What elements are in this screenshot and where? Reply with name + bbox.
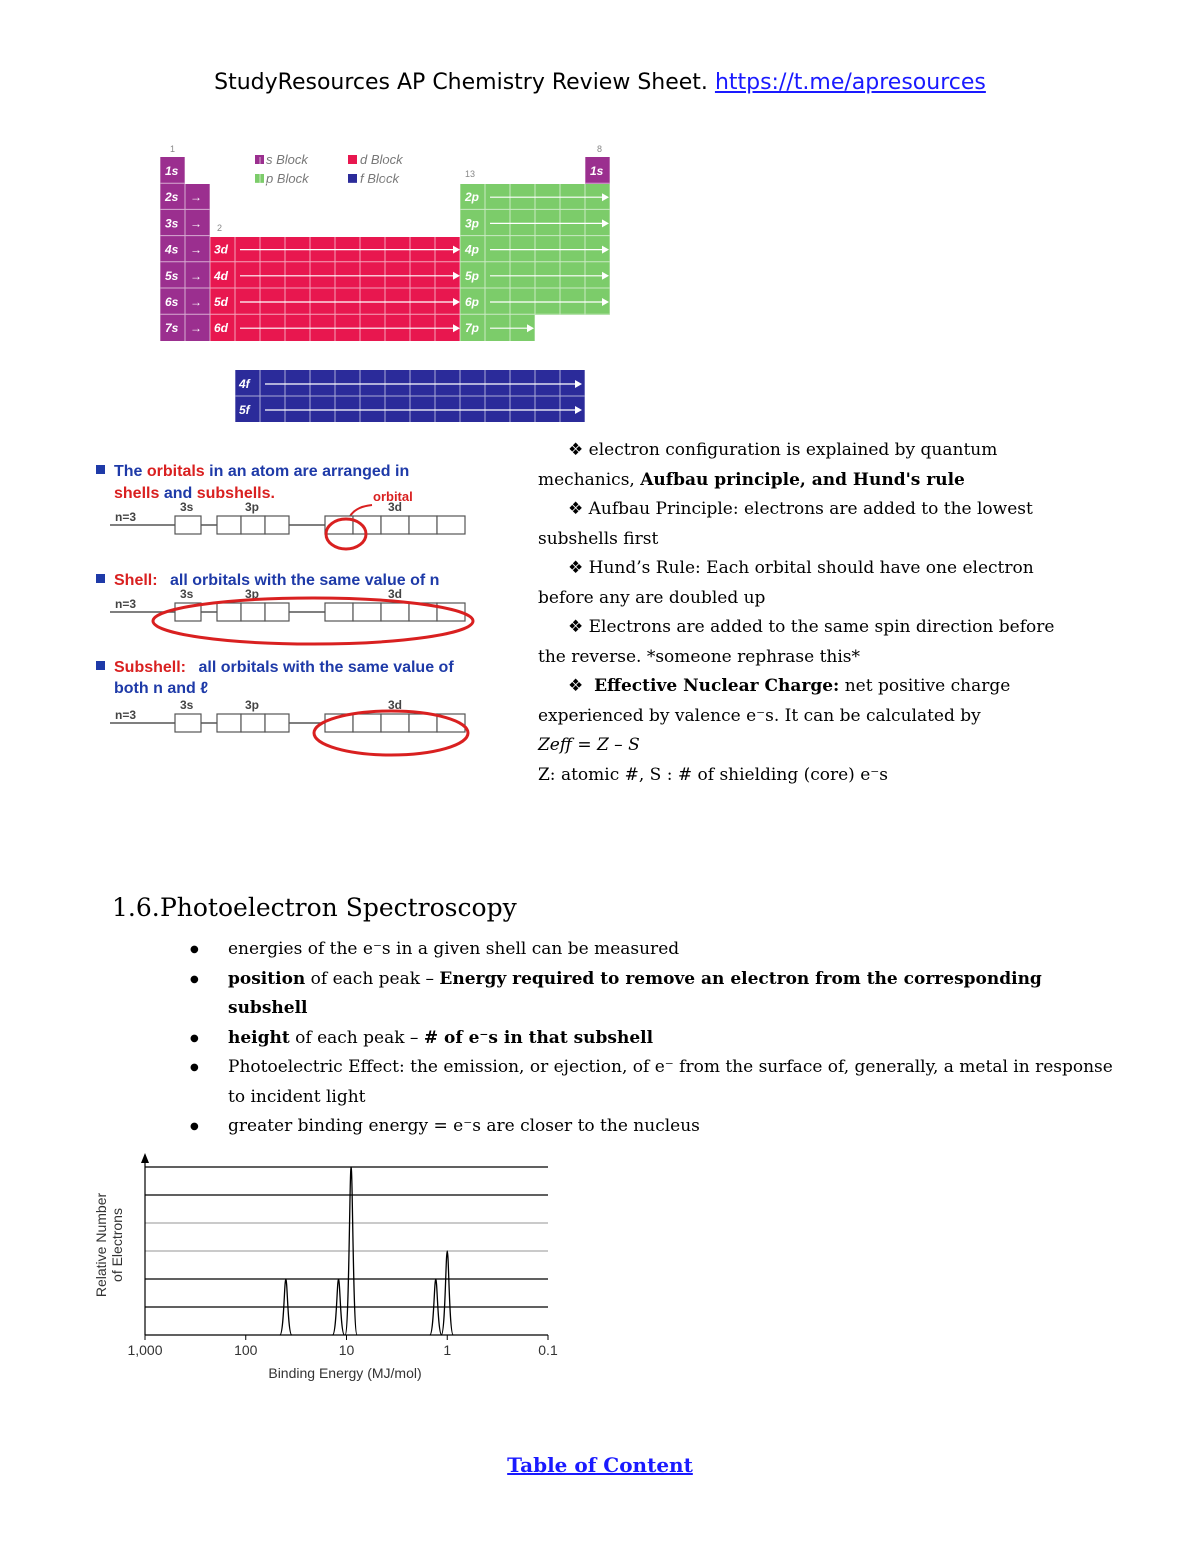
subshell-label: 3p [245,698,260,712]
p-orbital-label: 4p [465,242,480,257]
pes-bullet-list [190,935,1120,1142]
x-axis-label: Binding Energy (MJ/mol) [268,1365,422,1381]
legend-d-block: d Block [360,152,403,167]
intro-mid: in an atom are arranged in [209,463,410,480]
section-number: 1.6. [112,893,160,922]
subshell-desc-1: all orbitals with the same value of [198,659,454,676]
p-orbital-label: 2p [465,190,480,205]
svg-text:Subshell: all orbitals w [114,659,454,676]
subshell-label: 3s [180,698,194,712]
s-orbital-label: 6s [165,295,179,309]
x-tick-label: 10 [338,1342,355,1358]
orbital-box [241,516,265,534]
he-orbital-label: 1s [590,164,604,178]
legend-s-block: s Block [266,152,308,167]
svg-text:The orbitals in an [114,463,409,480]
s-orbital-label: 5s [165,268,179,283]
table-of-content-link[interactable]: Table of Content [507,1453,693,1477]
arrow-icon: → [190,216,202,231]
page-header [0,70,1200,95]
bullet-zeff-line2: experienced by valence e⁻s. It can be calculated by [538,705,981,726]
config-bold: Aufbau principle, and Hund's rule [640,469,965,490]
intro-lead: The [114,463,143,480]
f-block-swatch [348,174,357,183]
bullet-spin-line1: ❖ Electrons are added to the same spin direction before [568,617,1055,637]
header-title: StudyResources AP Chemistry Review Sheet. [214,70,708,95]
subshell-label: 3s [180,587,194,601]
p-orbital-label: 5p [465,268,480,283]
intro-and: and [163,485,193,502]
position-bold: position [228,968,306,989]
orbital-box [241,603,265,621]
orbital-box [265,603,289,621]
x-tick-label: 0.1 [538,1342,558,1358]
subshell-desc-2: both n and ℓ [114,680,209,697]
n-label: n=3 [115,510,137,524]
bullet-square [96,574,105,583]
subshell-label: 3d [388,698,403,712]
legend-f-block: f Block [360,171,400,186]
orbital-box [381,603,409,621]
arrow-icon: → [190,268,202,283]
p-orbital-label: 3p [465,216,480,231]
y-axis-arrow [141,1153,149,1163]
s-orbital-label: 7s [165,321,179,336]
f-orbital-label: 4f [239,377,250,391]
pes-peak [441,1251,453,1335]
orbital-box [217,516,241,534]
position-mid: of each peak – [310,968,434,989]
config-lead: mechanics, [538,469,635,490]
p-orbital-label: 7p [465,321,480,336]
s-orbital-label: 3s [165,216,179,231]
arrow-icon: → [190,242,202,257]
subshell-label: 3s [180,500,194,514]
orbital-box [265,714,289,732]
header-link[interactable]: https://t.me/apresources [714,70,986,95]
x-tick-label: 1,000 [127,1342,163,1358]
f-orbital-label: 5f [239,403,250,417]
orbital-box [353,714,381,732]
orbital-box [217,603,241,621]
section-heading [112,893,517,922]
group-13-label: 13 [465,169,476,179]
d-block-swatch [348,155,357,164]
intro-shells: shells [114,485,160,502]
height-bold: height [228,1027,290,1048]
s-orbital-label: 4s [165,242,179,257]
orbital-box [381,516,409,534]
orbital-box [265,516,289,534]
bullet-config-line1: ❖ electron configuration is explained by quantum [568,440,998,460]
orbital-diagram [90,455,530,765]
orbital-label: orbital [373,489,413,504]
list-item: ● Photoelectric Effect: the emission, or ejection, of e⁻ from the surface of, generally, a metal in response to incident light [190,1053,1120,1112]
n-label: n=3 [115,708,137,722]
subshell-title: Subshell: [114,659,187,676]
shell-title: Shell: [114,572,158,589]
orbital-box [353,603,381,621]
bullet-aufbau-line2: subshells first [538,528,659,549]
arrow-icon: → [190,321,202,336]
d-orbital-label: 6d [214,321,229,336]
height-mid: of each peak – [295,1027,419,1048]
d-orbital-label: 5d [214,295,229,309]
group-1-label: 1 [170,144,176,154]
orbital-box [437,516,465,534]
s-orbital-label: 1s [165,164,179,178]
subshell-label: 3d [388,587,403,601]
bullet-hund-line1: ❖ Hund’s Rule: Each orbital should have one electron [568,558,1034,578]
x-tick-label: 100 [234,1342,258,1358]
n-label: n=3 [115,597,137,611]
x-tick-label: 1 [443,1342,452,1358]
bullet-zeff-line1 [538,672,1118,702]
periodic-table-diagram [155,140,625,430]
bullet-spin-line2: the reverse. *someone rephrase this* [538,646,861,667]
height-desc: # of e⁻s in that subshell [423,1027,654,1048]
zeff-legend: Z: atomic #, S : # of shielding (core) e⁻s [538,764,888,785]
orbital-box [409,714,437,732]
list-item [190,1024,1120,1054]
subshell-label: 3p [245,500,260,514]
y-axis-label-1: Relative Number [93,1192,109,1298]
orbital-box [325,603,353,621]
s-block-col2 [185,184,210,341]
zeff-desc: net positive charge [844,676,1011,696]
shell-desc: all orbitals with the same value of n [170,572,440,589]
page-footer [0,1453,1200,1477]
zeff-bold: Effective Nuclear Charge: [594,676,840,696]
orbital-box [175,516,201,534]
d-orbital-label: 4d [214,268,229,283]
bullet-config-line2 [538,466,1118,496]
bullet-hund-line2: before any are doubled up [538,587,766,608]
legend-p-block: p Block [266,171,309,186]
list-item: ● energies of the e⁻s in a given shell can be measured [190,935,1120,965]
intro-subshells: subshells. [196,485,275,502]
orbital-box [409,516,437,534]
group-8-label: 8 [597,144,603,154]
bullet-aufbau-line1: ❖ Aufbau Principle: electrons are added to the lowest [568,499,1033,519]
orbital-box [381,714,409,732]
orbital-box [217,714,241,732]
intro-orbitals: orbitals [146,463,205,480]
y-axis-label-2: of Electrons [109,1208,125,1282]
list-item: ● greater binding energy = e⁻s are closer to the nucleus [190,1112,1120,1142]
orbital-box [175,714,201,732]
pes-chart [90,1145,570,1390]
position-desc: Energy required to remove an electron from the corresponding subshell [228,968,1042,1018]
subshell-label: 3d [388,500,403,514]
d-orbital-label: 3d [214,242,229,257]
list-item [190,965,1120,1024]
arrow-icon: → [190,295,202,309]
p-orbital-label: 6p [465,295,480,309]
orbital-box [241,714,265,732]
subshell-label: 3p [245,587,260,601]
s-orbital-label: 2s [165,190,179,205]
section-title: Photoelectron Spectroscopy [159,893,517,922]
group-2-label: 2 [217,223,223,233]
zeff-marker: ❖ [568,676,584,696]
electron-config-notes [538,436,1118,790]
zeff-formula: Zeff = Z – S [538,735,640,755]
bullet-square [96,661,105,670]
arrow-icon: → [190,190,202,205]
bullet-square [96,465,105,474]
